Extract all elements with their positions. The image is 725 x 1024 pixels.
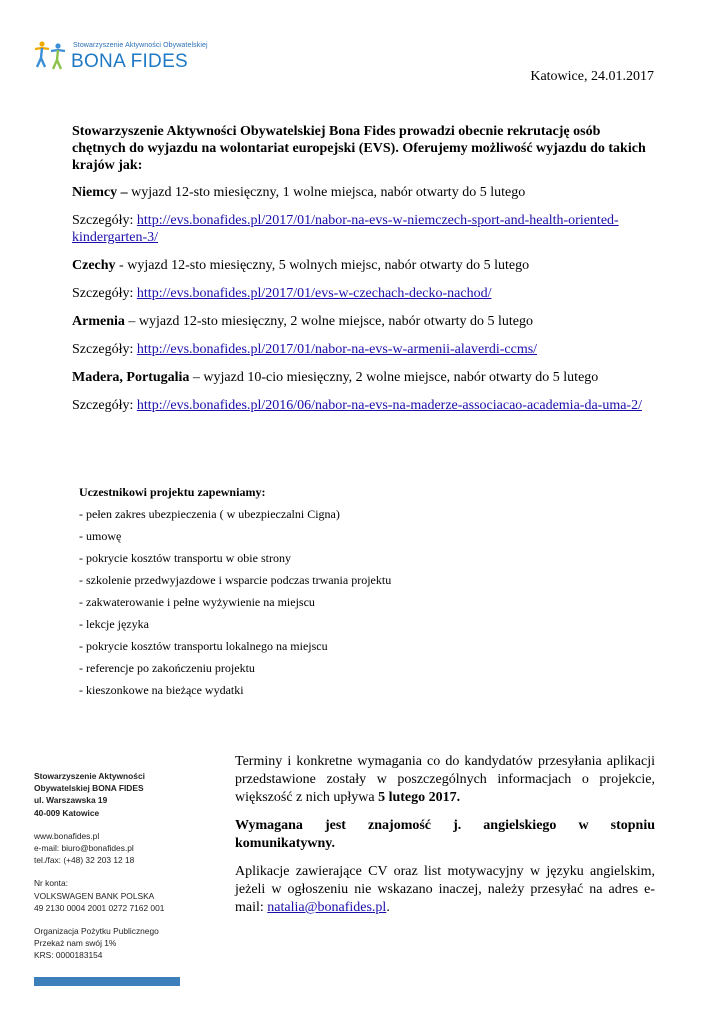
bona-fides-logo xyxy=(30,36,208,76)
deadline-paragraph xyxy=(235,753,655,807)
logo-org-name: Stowarzyszenie Aktywności Obywatelskiej xyxy=(73,42,208,49)
footer-contact-block xyxy=(34,770,194,973)
main-content xyxy=(72,123,656,425)
footer-divider-bar xyxy=(34,977,180,986)
offer-czech xyxy=(72,257,656,274)
benefits-list xyxy=(79,503,499,701)
footer-line: VOLKSWAGEN BANK POLSKA xyxy=(34,890,155,901)
footer-line: 49 2130 0004 2001 0272 7162 001 xyxy=(34,902,165,913)
application-end: . xyxy=(386,900,390,915)
list-item: - umowę xyxy=(79,529,122,543)
footer-line: Organizacja Pożytku Publicznego xyxy=(34,926,159,937)
list-item: - szkolenie przedwyjazdowe i wsparcie podczas trwania projektu xyxy=(79,573,392,587)
offer-description: - wyjazd 12-sto miesięczny, 5 wolnych miejsc, nabór otwarty do 5 lutego xyxy=(115,258,530,273)
footer-contact xyxy=(34,830,194,867)
footer-line: Stowarzyszenie Aktywności xyxy=(34,771,145,781)
detail-armenia xyxy=(72,341,656,358)
details-link[interactable]: http://evs.bonafides.pl/2017/01/nabor-na-evs-w-niemczech-sport-and-health-oriented-kindergarten-3/ xyxy=(72,213,619,245)
details-link[interactable]: http://evs.bonafides.pl/2016/06/nabor-na-evs-na-maderze-associacao-academia-da-uma-2/ xyxy=(136,398,642,413)
requirement-line: Wymagana jest znajomość j. angielskiego w stopniu xyxy=(235,818,655,833)
footer-opp xyxy=(34,925,194,962)
detail-label: Szczegóły: xyxy=(72,286,137,301)
footer-phone: tel./fax: (+48) 32 203 12 18 xyxy=(34,855,135,866)
offer-country: Czechy xyxy=(72,258,116,273)
detail-germany xyxy=(72,212,656,246)
benefits-heading: Uczestnikowi projektu zapewniamy: xyxy=(79,485,266,499)
offer-country: Armenia xyxy=(72,314,125,329)
list-item: - pełen zakres ubezpieczenia ( w ubezpieczalni Cigna) xyxy=(79,507,340,521)
offer-description: wyjazd 12-sto miesięczny, 1 wolne miejsca, nabór otwarty do 5 lutego xyxy=(127,185,526,200)
footer-line: KRS: 0000183154 xyxy=(34,950,103,961)
offer-madeira xyxy=(72,369,656,386)
offer-country: Niemcy – xyxy=(72,185,128,200)
application-paragraph xyxy=(235,863,655,917)
list-item: - lekcje języka xyxy=(79,617,149,631)
footer-line: Obywatelskiej BONA FIDES xyxy=(34,783,144,794)
detail-czech xyxy=(72,285,656,302)
logo-brand-name: BONA FIDES xyxy=(71,51,189,72)
offer-description: – wyjazd 10-cio miesięczny, 2 wolne miejsce, nabór otwarty do 5 lutego xyxy=(189,370,599,385)
footer-email[interactable]: e-mail: biuro@bonafides.pl xyxy=(34,843,134,854)
detail-label: Szczegóły: xyxy=(72,213,137,228)
list-item: - referencje po zakończeniu projektu xyxy=(79,661,255,675)
details-link[interactable]: http://evs.bonafides.pl/2017/01/evs-w-czechach-decko-nachod/ xyxy=(136,286,492,301)
people-logo-icon xyxy=(30,36,74,76)
list-item: - zakwaterowanie i pełne wyżywienie na miejscu xyxy=(79,595,315,609)
offer-armenia xyxy=(72,313,656,330)
offer-germany xyxy=(72,184,656,201)
details-link[interactable]: http://evs.bonafides.pl/2017/01/nabor-na-evs-w-armenii-alaverdi-ccms/ xyxy=(136,342,538,357)
document-date: Katowice, 24.01.2017 xyxy=(530,69,654,84)
deadline-date: 5 lutego 2017. xyxy=(378,790,461,805)
footer-line: 40-009 Katowice xyxy=(34,807,100,818)
footer-website[interactable]: www.bonafides.pl xyxy=(34,830,100,841)
footer-line: Nr konta: xyxy=(34,878,68,889)
deadline-text: Terminy i konkretne wymagania co do kandydatów przesyłania aplikacji przedstawione zostały w poszczególnych informacjach o projekcie, większość z nich upływa xyxy=(235,754,655,805)
detail-label: Szczegóły: xyxy=(72,342,137,357)
list-item: - pokrycie kosztów transportu w obie strony xyxy=(79,551,291,565)
requirement-line: komunikatywny. xyxy=(235,836,335,851)
list-item: - kieszonkowe na bieżące wydatki xyxy=(79,683,244,697)
contact-email-link[interactable]: natalia@bonafides.pl xyxy=(267,900,387,915)
list-item: - pokrycie kosztów transportu lokalnego na miejscu xyxy=(79,639,328,653)
benefits-section xyxy=(79,481,499,701)
footer-line: ul. Warszawska 19 xyxy=(34,795,108,806)
footer-bank xyxy=(34,877,194,914)
footer-address xyxy=(34,770,194,819)
application-text: Aplikacje zawierające CV oraz list motywacyjny w języku angielskim, jeżeli w ogłoszeniu nie wskazano inaczej, należy przesyłać na adres e-mail: xyxy=(235,864,655,915)
intro-paragraph: Stowarzyszenie Aktywności Obywatelskiej Bona Fides prowadzi obecnie rekrutację osób chętnych do wyjazdu na wolontariat europejski (EVS). Oferujemy możliwość wyjazdu do takich krajów jak: xyxy=(72,124,646,173)
detail-madeira xyxy=(72,397,656,414)
offer-country: Madera, Portugalia xyxy=(72,370,190,385)
offer-description: – wyjazd 12-sto miesięczny, 2 wolne miejsce, nabór otwarty do 5 lutego xyxy=(124,314,533,329)
detail-label: Szczegóły: xyxy=(72,398,137,413)
footer-line: Przekaż nam swój 1% xyxy=(34,938,117,949)
application-info xyxy=(235,753,655,927)
language-requirement xyxy=(235,817,655,853)
